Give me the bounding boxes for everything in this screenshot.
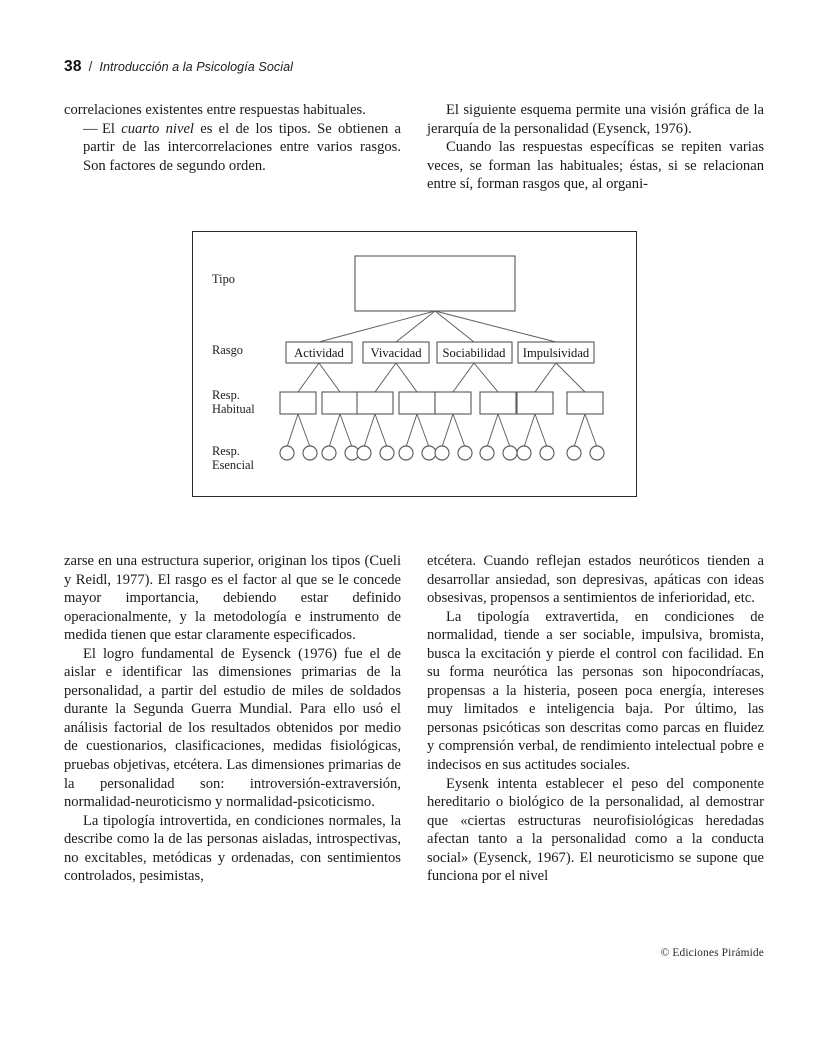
paragraph: etcétera. Cuando reflejan estados neuróticos tienden a desarrollar ansiedad, son depresivas, apáticas con ideas obsesivas, propensos a sentimientos de inferioridad, etc. [427,553,764,607]
link-habitual-essential [364,414,375,447]
essential-circle [517,446,531,460]
link-trait-habitual [298,363,319,392]
essential-circle [380,446,394,460]
essential-circle [590,446,604,460]
link-habitual-essential [574,414,585,447]
running-head [64,58,293,76]
essential-circle [303,446,317,460]
essential-circle [435,446,449,460]
list-dash: — [83,120,98,137]
habitual-box [280,392,316,414]
link-habitual-essential [585,414,597,447]
essential-circle [540,446,554,460]
essential-circle [280,446,294,460]
habitual-box [517,392,553,414]
link-habitual-essential [453,414,465,447]
link-habitual-essential [417,414,429,447]
list-item-emphasis: cuarto nivel [121,120,194,137]
essential-circle [503,446,517,460]
column-bottom-right [427,552,764,886]
hierarchy-diagram [193,232,638,498]
page-number: 38 [64,58,82,75]
link-trait-habitual [556,363,585,392]
list-item-lead: El [102,120,122,137]
habitual-box [322,392,358,414]
list-item-body [83,120,401,176]
link-type-trait [435,311,556,342]
link-type-trait [396,311,435,342]
paragraph: La tipología introvertida, en condiciones normales, la describe como la de las personas aisladas, introspectivas, no excitables, metódicas y ordenadas, con sentimientos controlados, pesimistas, [64,812,401,885]
link-habitual-essential [406,414,417,447]
list-item-rest: es el de los tipos. Se obtienen a partir de las intercorrelaciones entre varios rasgos. Son factores de segundo orden. [83,120,401,174]
paragraph: Eysenk intenta establecer el peso del componente hereditario o biológico de la personalidad, al demostrar que «ciertas estructuras neurofisiológicas heredadas afectan tanto a la personalidad como a la conducta social» (Eysenck, 1967). El neuroticismo se supone que funciona por el nivel [427,775,764,885]
essential-circle [322,446,336,460]
habitual-box [567,392,603,414]
essential-circle [422,446,436,460]
paragraph: La tipología extravertida, en condiciones de normalidad, tiende a ser sociable, impulsiva, bromista, busca la excitación y pierde el control con facilidad. En su forma neurótica las personas son hipocondríacas, propensas a la histeria, poseen poca energía, intereses muy limitados e inteligencia baja. Por último, las personas psicóticas son descritas como parcas en fluidez y comprensión verbal, de rendimiento intelectual pobre e indecisos en sus actitudes sociales. [427,608,764,774]
link-trait-habitual [396,363,417,392]
essential-circle [480,446,494,460]
column-top-left [64,101,401,175]
paragraph: El siguiente esquema permite una visión gráfica de la jerarquía de la personalidad (Eysenck, 1976). [427,102,764,137]
level-label-resp-habitual-1: Resp. [212,388,240,402]
link-type-trait [319,311,435,342]
footer-copyright: © Ediciones Pirámide [660,947,764,959]
link-habitual-essential [535,414,547,447]
essential-circle [399,446,413,460]
link-habitual-essential [498,414,510,447]
link-habitual-essential [329,414,340,447]
link-habitual-essential [487,414,498,447]
trait-label: Impulsividad [522,346,590,360]
link-habitual-essential [340,414,352,447]
essential-circle [357,446,371,460]
trait-label: Actividad [294,346,344,360]
link-habitual-essential [442,414,453,447]
column-bottom-left [64,552,401,886]
link-habitual-essential [287,414,298,447]
level-label-tipo: Tipo [212,272,235,286]
link-trait-habitual [474,363,498,392]
figure-personality-hierarchy [192,231,637,497]
level-label-rasgo: Rasgo [212,343,243,357]
link-trait-habitual [453,363,474,392]
link-habitual-essential [524,414,535,447]
essential-circle [458,446,472,460]
essential-circle [567,446,581,460]
link-habitual-essential [298,414,310,447]
type-node-box [355,256,515,311]
link-trait-habitual [319,363,340,392]
header-separator: / [88,59,93,74]
link-trait-habitual [375,363,396,392]
paragraph: zarse en una estructura superior, originan los tipos (Cueli y Reidl, 1977). El rasgo es el factor al que se le concede mayor importancia, debiendo estar definido operacionalmente, y la metodología e instrumento de medida tienen que estar claramente especificados. [64,553,401,644]
level-label-resp-esencial-2: Esencial [212,458,254,472]
paragraph: El logro fundamental de Eysenck (1976) fue el de aislar e identificar las dimensiones primarias de la personalidad, a partir del estudio de miles de soldados durante la Segunda Guerra Mundial. Para ello usó el análisis factorial de los resultados obtenidos por medio de cuestionarios, clasificaciones, medidas fisiológicas, pruebas objetivas, etcétera. Las dimensiones primarias de la personalidad son: introversión-extraversión, normalidad-neuroticismo y normalidad-psicoticismo. [64,645,401,811]
level-label-resp-habitual-2: Habitual [212,402,255,416]
list-item [64,120,401,176]
trait-label: Vivacidad [370,346,422,360]
book-title: Introducción a la Psicología Social [99,60,293,74]
trait-label: Sociabilidad [442,346,506,360]
link-habitual-essential [375,414,387,447]
habitual-box [435,392,471,414]
level-label-resp-esencial-1: Resp. [212,444,240,458]
column-top-right [427,101,764,194]
habitual-box [357,392,393,414]
habitual-box [480,392,516,414]
habitual-box [399,392,435,414]
paragraph-continued: correlaciones existentes entre respuestas habituales. [64,102,366,118]
link-trait-habitual [535,363,556,392]
paragraph: Cuando las respuestas específicas se repiten varias veces, se forman las habituales; éstas, si se relacionan entre sí, forman rasgos que, al organi- [427,139,764,193]
